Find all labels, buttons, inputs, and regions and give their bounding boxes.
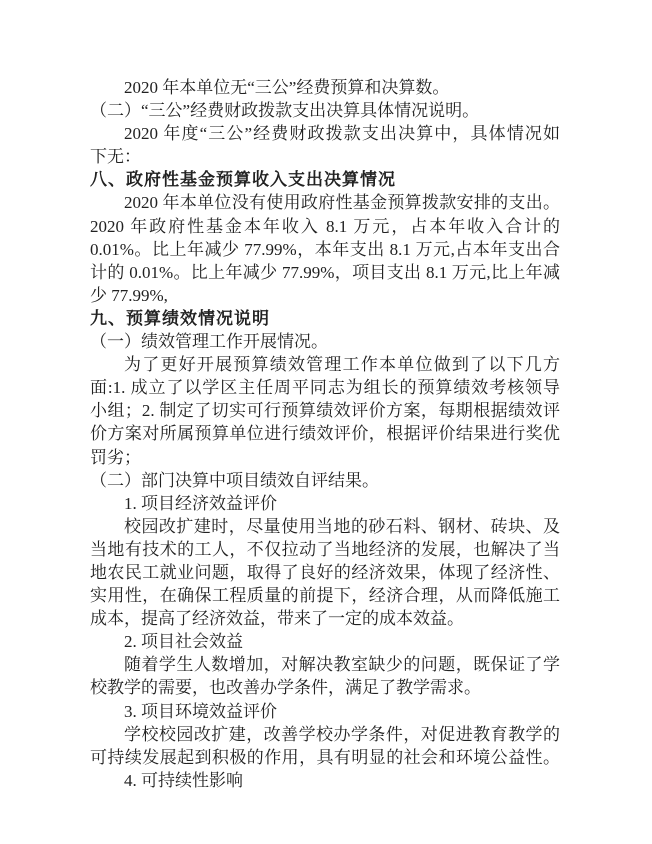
text-line: 2020 年政府性基金本年收入 8.1 万元，占本年收入合计的	[90, 216, 560, 236]
text-line: 1. 项目经济效益评价	[124, 493, 277, 513]
text-line: 计的 0.01%。比上年减少 77.99%，项目支出 8.1 万元,比上年减	[90, 262, 560, 282]
text-line: 2020 年本单位无“三公”经费预算和决算数。	[124, 78, 450, 97]
text-line: 校教学的需要，也改善办学条件，满足了教学需求。	[90, 678, 481, 698]
text-line: 2020 年度“三公”经费财政拨款支出决算中，具体情况如	[124, 124, 560, 144]
text-line: 面:1. 成立了以学区主任周平同志为组长的预算绩效考核领导	[90, 378, 560, 398]
section-heading: 八、政府性基金预算收入支出决算情况	[90, 170, 396, 190]
text-line: 当地有技术的工人，不仅拉动了当地经济的发展，也解决了当	[90, 539, 560, 559]
text-line: （二）“三公”经费财政拨款支出决算具体情况说明。	[90, 101, 480, 121]
text-line: 校园改扩建时，尽量使用当地的砂石料、钢材、砖块、及	[124, 516, 560, 536]
text-line: 实用性，在确保工程质量的前提下，经济合理，从而降低施工	[90, 586, 560, 606]
text-line: 价方案对所属预算单位进行绩效评价，根据评价结果进行奖优	[90, 424, 560, 444]
text-line: 成本，提高了经济效益，带来了一定的成本效益。	[90, 609, 464, 629]
document-text-block	[90, 76, 560, 792]
text-line: 地农民工就业问题，取得了良好的经济效果，体现了经济性、	[90, 562, 560, 582]
text-line: 3. 项目环境效益评价	[124, 701, 277, 721]
text-line: 学校校园改扩建，改善学校办学条件，对促进教育教学的	[124, 724, 560, 744]
text-line: 为了更好开展预算绩效管理工作本单位做到了以下几方	[124, 355, 560, 375]
text-line: 小组；2. 制定了切实可行预算绩效评价方案，每期根据绩效评	[90, 401, 560, 421]
text-line: 2020 年本单位没有使用政府性基金预算拨款安排的支出。	[124, 193, 560, 213]
text-line: 罚劣；	[90, 447, 141, 467]
text-line: （一）绩效管理工作开展情况。	[90, 332, 328, 352]
text-line: 0.01%。比上年减少 77.99%，本年支出 8.1 万元,占本年支出合	[90, 239, 560, 259]
section-heading: 九、预算绩效情况说明	[90, 308, 270, 328]
text-line: 可持续发展起到积极的作用，具有明显的社会和环境公益性。	[90, 747, 560, 767]
text-line: 下无：	[90, 147, 141, 167]
text-line: 2. 项目社会效益	[124, 632, 243, 652]
text-line: 4. 可持续性影响	[124, 770, 243, 790]
text-line: 少 77.99%,	[90, 285, 168, 305]
text-line: 随着学生人数增加，对解决教室缺少的问题，既保证了学	[124, 655, 560, 675]
text-line: （二）部门决算中项目绩效自评结果。	[90, 470, 379, 490]
